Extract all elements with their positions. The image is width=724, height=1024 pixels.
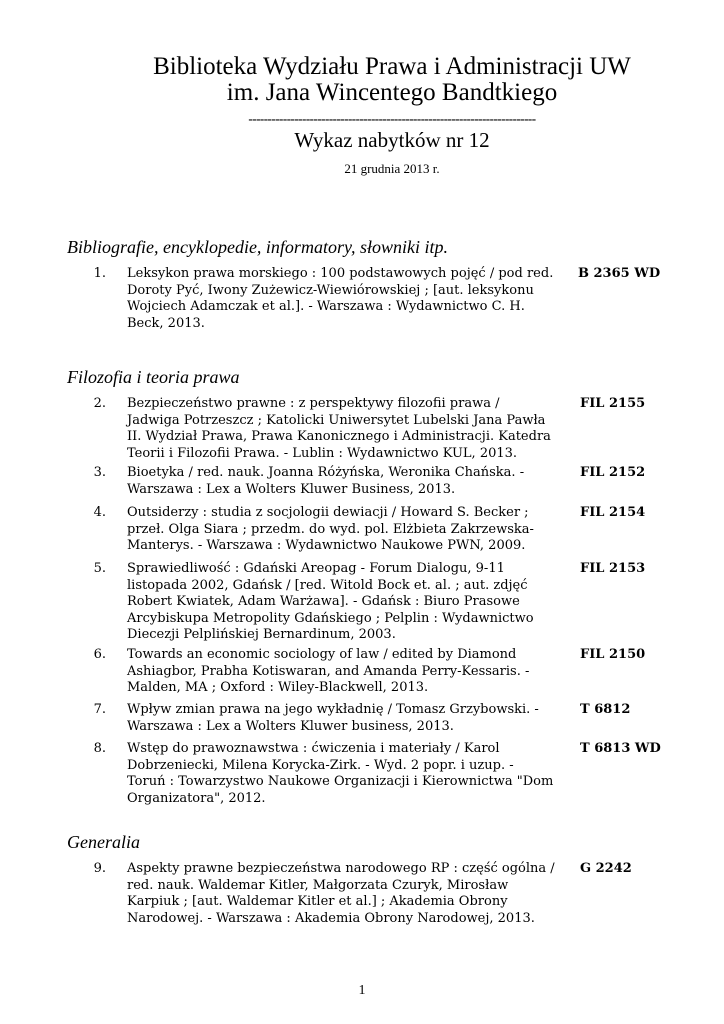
entry-description: Towards an economic sociology of law / edited by Diamond Ashiagbor, Prabha Kotiswaran, and Amanda Perry-Kessaris. - Malden, MA ; Oxford : Wiley-Blackwell, 2013. bbox=[127, 647, 530, 695]
entry-signature: FIL 2150 bbox=[580, 647, 646, 662]
section-heading: Bibliografie, encyklopedie, informatory, słowniki itp. bbox=[67, 237, 448, 257]
entry-description: Wstęp do prawoznawstwa : ćwiczenia i materiały / Karol Dobrzeniecki, Milena Korycka-Zirk. - Wyd. 2 popr. i uzup. - Toruń : Towarzystwo Naukowe Organizacji i Kierownictwa "Dom Organizatora", 2012. bbox=[127, 741, 554, 806]
entry-signature: B 2365 WD bbox=[578, 266, 661, 281]
entry-signature: T 6812 bbox=[580, 702, 631, 717]
entry-number: 3. bbox=[93, 465, 106, 480]
entry-number: 6. bbox=[93, 647, 106, 662]
entry-signature: FIL 2152 bbox=[580, 465, 646, 480]
entry-number: 8. bbox=[93, 741, 106, 756]
section-heading: Filozofia i teoria prawa bbox=[67, 367, 240, 387]
header-separator: --------------------------------------------------------------------------- bbox=[248, 111, 536, 126]
entry-description: Outsiderzy : studia z socjologii dewiacji / Howard S. Becker ; przeł. Olga Siara ; przedm. do wyd. pol. Elżbieta Zakrzewska-Manterys. - Warszawa : Wydawnictwo Naukowe PWN, 2009. bbox=[127, 505, 534, 553]
entry-description: Leksykon prawa morskiego : 100 podstawowych pojęć / pod red. Doroty Pyć, Iwony Zużewicz-Wiewiórowskiej ; [aut. leksykonu Wojciech Adamczak et al.]. - Warszawa : Wydawnictwo C. H. Beck, 2013. bbox=[127, 266, 554, 331]
page-number: 1 bbox=[358, 983, 366, 998]
entry-description: Wpływ zmian prawa na jego wykładnię / Tomasz Grzybowski. - Warszawa : Lex a Wolters Kluwer business, 2013. bbox=[127, 702, 539, 734]
library-patron: im. Jana Wincentego Bandtkiego bbox=[226, 79, 558, 106]
entry-number: 2. bbox=[93, 396, 106, 411]
entry-description: Bezpieczeństwo prawne : z perspektywy filozofii prawa / Jadwiga Potrzeszcz ; Katolicki Uniwersytet Lubelski Jana Pawła II. Wydział Prawa, Prawa Kanonicznego i Administracji. Katedra Teorii i Filozofii Prawa. - Lublin : Wydawnictwo KUL, 2013. bbox=[127, 396, 551, 461]
library-name: Biblioteka Wydziału Prawa i Administracji UW bbox=[153, 53, 631, 80]
list-date: 21 grudnia 2013 r. bbox=[344, 161, 440, 176]
entry-signature: FIL 2153 bbox=[580, 561, 646, 576]
entry-signature: FIL 2154 bbox=[580, 505, 646, 520]
entry-description: Sprawiedliwość : Gdański Areopag - Forum Dialogu, 9-11 listopada 2002, Gdańsk / [red. Witold Bock et. al. ; aut. zdjęć Robert Kwiatek, Adam Warżawa]. - Gdańsk : Biuro Prasowe Arcybiskupa Metropolity Gdańskiego ; Pelplin : Wydawnictwo Diecezji Pelplińskiej Bernardinum, 2003. bbox=[127, 561, 534, 642]
entry-description: Bioetyka / red. nauk. Joanna Różyńska, Weronika Chańska. - Warszawa : Lex a Wolters Kluwer Business, 2013. bbox=[127, 465, 525, 497]
section-heading: Generalia bbox=[67, 832, 140, 852]
entry-number: 5. bbox=[93, 561, 106, 576]
entry-number: 4. bbox=[93, 505, 106, 520]
entry-signature: T 6813 WD bbox=[580, 741, 661, 756]
entry-number: 9. bbox=[93, 861, 106, 876]
entry-number: 7. bbox=[93, 702, 106, 717]
entry-signature: G 2242 bbox=[580, 861, 632, 876]
entry-number: 1. bbox=[93, 266, 106, 281]
entry-description: Aspekty prawne bezpieczeństwa narodowego RP : część ogólna / red. nauk. Waldemar Kitler, Małgorzata Czuryk, Mirosław Karpiuk ; [aut. Waldemar Kitler et al.] ; Akademia Obrony Narodowej. - Warszawa : Akademia Obrony Narodowej, 2013. bbox=[127, 861, 555, 926]
list-title: Wykaz nabytków nr 12 bbox=[294, 128, 490, 152]
entry-signature: FIL 2155 bbox=[580, 396, 646, 411]
